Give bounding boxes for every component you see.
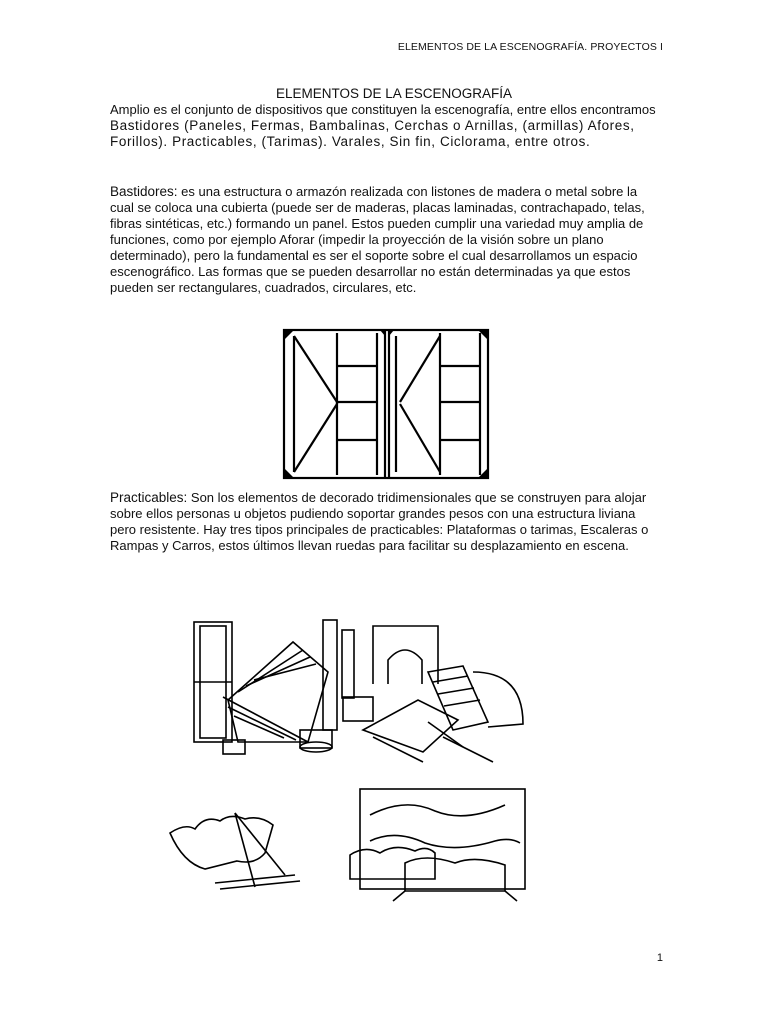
- running-header: ELEMENTOS DE LA ESCENOGRAFÍA. PROYECTOS I: [397, 41, 663, 53]
- bastidores-paragraph: [110, 184, 658, 296]
- practicables-set-illustration: [188, 612, 533, 770]
- practicables-paragraph: [110, 490, 658, 554]
- bastidores-text: es una estructura o armazón realizada con listones de madera o metal sobre la cual se coloca una cubierta (puede ser de maderas, placas laminadas, contrachapado, telas, fibras sintéticas, etc.) formando un panel. Estos pueden cumplir una variedad muy amplia de funciones, como por ejemplo Aforar (impedir la proyección de la visión sobre un plano determinado), pero la fundamental es ser el soporte sobre el cual desarrollamos un espacio escenográfico. Las formas que se pueden desarrollar no están determinadas ya que estos pueden ser rectangulares, cuadrados, circulares, etc.: [110, 184, 645, 295]
- intro-lead: Amplio es el conjunto de dispositivos que constituyen la escenografía, entre ellos encontramos: [110, 102, 656, 117]
- bastidor-panel-illustration: [282, 328, 490, 480]
- page-number: 1: [656, 952, 663, 964]
- practicables-text: Son los elementos de decorado tridimensionales que se construyen para alojar sobre ellos personas u objetos pudiendo soportar grandes pesos con una estructura liviana pero resistente. Hay tres tipos principales de practicables: Plataformas o tarimas, Escaleras o Rampas y Carros, estos últimos llevan ruedas para facilitar su desplazamiento en escena.: [110, 490, 649, 553]
- practicables-term: Practicables:: [110, 490, 188, 505]
- intro-tail: , entre otros.: [506, 134, 591, 149]
- intro-terms: Bastidores (Paneles, Fermas, Bambalinas, Cerchas o Arnillas, (armillas) Afores, Forillos). Practicables, (Tarimas). Varales, Sin fin, Ciclorama: [110, 118, 635, 149]
- intro-paragraph: [110, 102, 658, 150]
- bastidores-term: Bastidores:: [110, 184, 178, 199]
- page-title: ELEMENTOS DE LA ESCENOGRAFÍA: [275, 86, 513, 101]
- set-pieces-illustration: [165, 783, 535, 905]
